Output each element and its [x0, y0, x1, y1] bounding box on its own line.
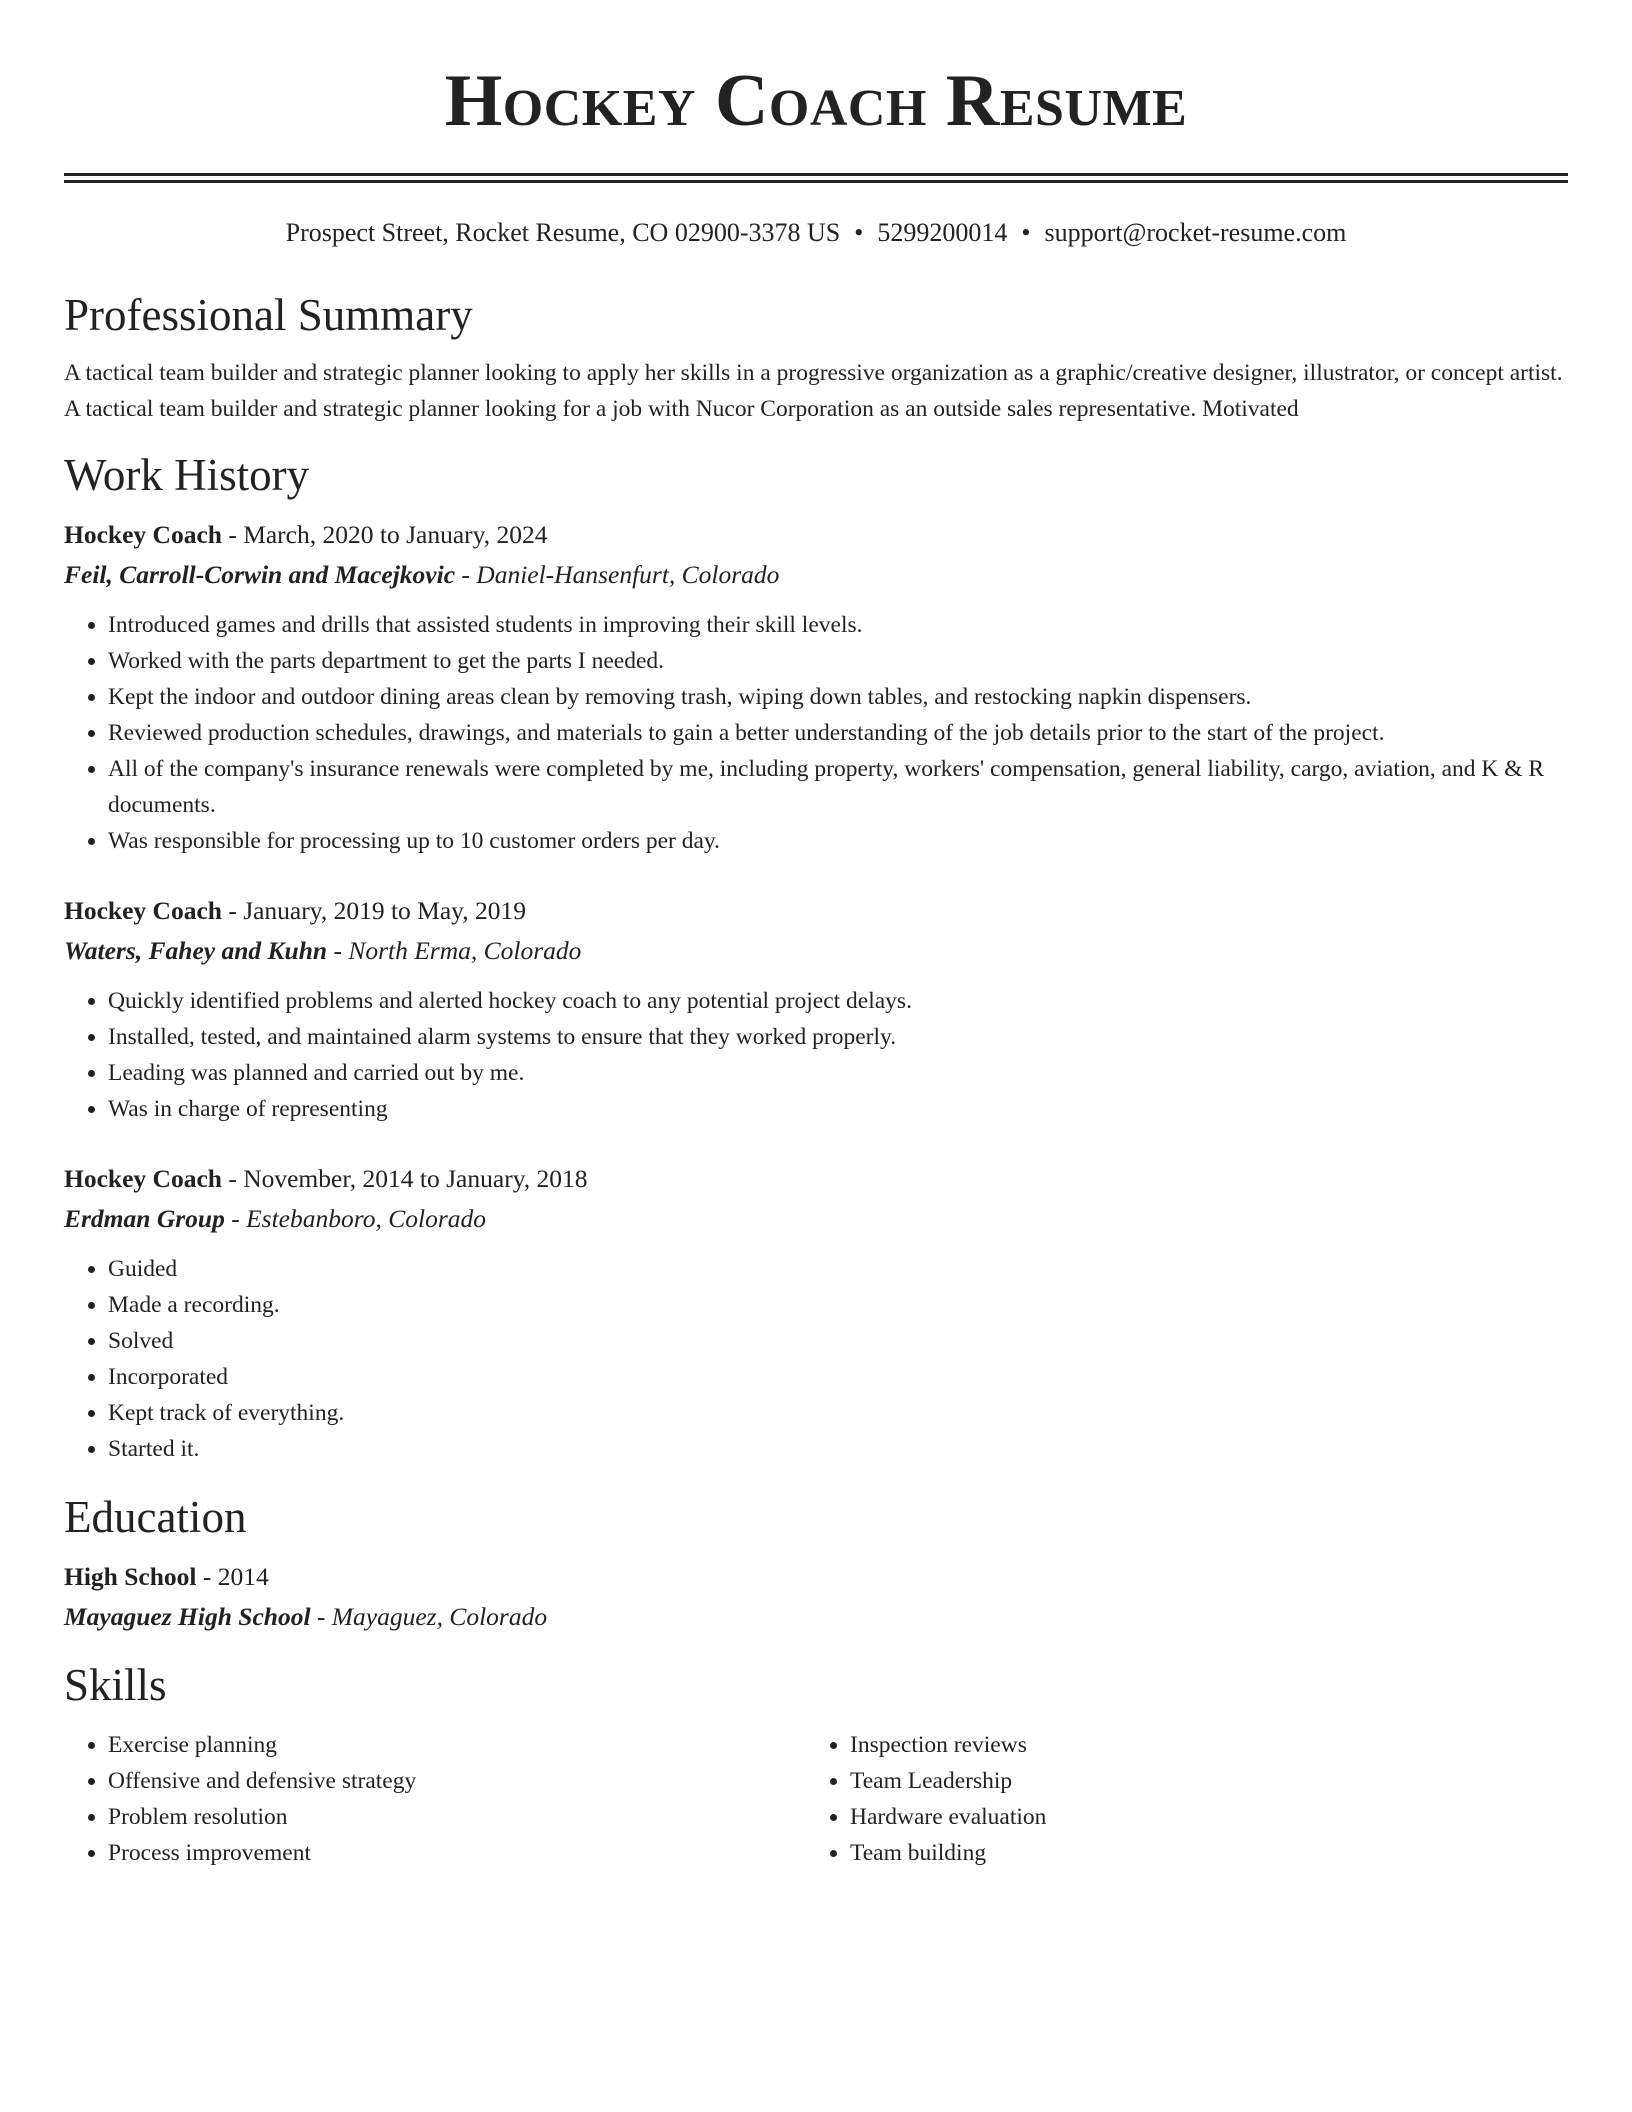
education-entry	[64, 1557, 1568, 1637]
contact-email: support@rocket-resume.com	[1044, 218, 1347, 247]
company-name: Waters, Fahey and Kuhn	[64, 936, 328, 965]
skill-item: • Process improvement	[108, 1835, 806, 1871]
list-item: • Leading was planned and carried out by me.	[108, 1055, 1568, 1091]
list-item: • All of the company's insurance renewals were completed by me, including property, workers' compensation, general liability, cargo, aviation, and K & R documents.	[108, 751, 1568, 823]
job-dates: - January, 2019 to May, 2019	[221, 896, 527, 925]
skill-item: • Problem resolution	[108, 1799, 806, 1835]
education-heading: Education	[64, 1492, 247, 1542]
contact-phone: 5299200014	[877, 218, 1008, 247]
job-bullets	[64, 1251, 1568, 1467]
list-item: • Kept the indoor and outdoor dining areas clean by removing trash, wiping down tables, and restocking napkin dispensers.	[108, 679, 1568, 715]
skills-column-left	[64, 1727, 806, 1871]
job-entry	[64, 891, 1568, 1127]
list-item: • Kept track of everything.	[108, 1395, 1568, 1431]
list-item: • Worked with the parts department to get the parts I needed.	[108, 643, 1568, 679]
job-title: Hockey Coach	[64, 1164, 222, 1193]
job-dates: - November, 2014 to January, 2018	[221, 1164, 588, 1193]
job-title-line	[64, 891, 1568, 931]
job-bullets	[64, 983, 1568, 1127]
job-title-line	[64, 515, 1568, 555]
company-location: - Daniel-Hansenfurt, Colorado	[455, 560, 780, 589]
job-entry	[64, 515, 1568, 859]
skill-item: • Inspection reviews	[850, 1727, 1548, 1763]
company-line	[64, 931, 1568, 971]
company-line	[64, 555, 1568, 595]
contact-separator: •	[1021, 218, 1031, 247]
degree-year: - 2014	[196, 1562, 269, 1591]
skill-item: • Team Leadership	[850, 1763, 1548, 1799]
company-line	[64, 1199, 1568, 1239]
list-item: • Was responsible for processing up to 10 customer orders per day.	[108, 823, 1568, 859]
contact-separator: •	[854, 218, 864, 247]
job-title-line	[64, 1159, 1568, 1199]
school-line	[64, 1597, 1568, 1637]
skill-item: • Offensive and defensive strategy	[108, 1763, 806, 1799]
summary-heading: Professional Summary	[64, 290, 473, 340]
job-entry	[64, 1159, 1568, 1467]
summary-text: A tactical team builder and strategic planner looking to apply her skills in a progressive organization as a graphic/creative designer, illustrator, or concept artist. A tactical team builder and strategic planner looking for a job with Nucor Corporation as an outside sales representative. Motivated	[64, 360, 1563, 422]
list-item: • Solved	[108, 1323, 1568, 1359]
work-history-heading: Work History	[64, 450, 310, 500]
school-location: - Mayaguez, Colorado	[310, 1602, 548, 1631]
company-location: - Estebanboro, Colorado	[224, 1204, 486, 1233]
list-item: • Was in charge of representing	[108, 1091, 1568, 1127]
list-item: • Guided	[108, 1251, 1568, 1287]
skills-list	[64, 1727, 1568, 1871]
list-item: • Reviewed production schedules, drawings, and materials to gain a better understanding of the job details prior to the start of the project.	[108, 715, 1568, 751]
degree: High School	[64, 1562, 197, 1591]
job-title: Hockey Coach	[64, 520, 222, 549]
list-item: • Started it.	[108, 1431, 1568, 1467]
contact-line	[64, 217, 1568, 249]
list-item: • Incorporated	[108, 1359, 1568, 1395]
list-item: • Introduced games and drills that assisted students in improving their skill levels.	[108, 607, 1568, 643]
company-name: Feil, Carroll-Corwin and Macejkovic	[64, 560, 456, 589]
job-title: Hockey Coach	[64, 896, 222, 925]
skill-item: • Hardware evaluation	[850, 1799, 1548, 1835]
list-item: • Made a recording.	[108, 1287, 1568, 1323]
school-name: Mayaguez High School	[64, 1602, 311, 1631]
job-bullets	[64, 607, 1568, 859]
skill-item: • Exercise planning	[108, 1727, 806, 1763]
job-dates: - March, 2020 to January, 2024	[221, 520, 548, 549]
resume-title: Hockey Coach Resume	[444, 60, 1188, 142]
list-item: • Quickly identified problems and alerted hockey coach to any potential project delays.	[108, 983, 1568, 1019]
title-divider	[64, 173, 1568, 183]
skills-column-right	[806, 1727, 1548, 1871]
company-location: - North Erma, Colorado	[327, 936, 582, 965]
skills-heading: Skills	[64, 1660, 167, 1710]
skill-item: • Team building	[850, 1835, 1548, 1871]
list-item: • Installed, tested, and maintained alarm systems to ensure that they worked properly.	[108, 1019, 1568, 1055]
degree-line	[64, 1557, 1568, 1597]
company-name: Erdman Group	[64, 1204, 225, 1233]
contact-address: Prospect Street, Rocket Resume, CO 02900-3378 US	[285, 218, 841, 247]
